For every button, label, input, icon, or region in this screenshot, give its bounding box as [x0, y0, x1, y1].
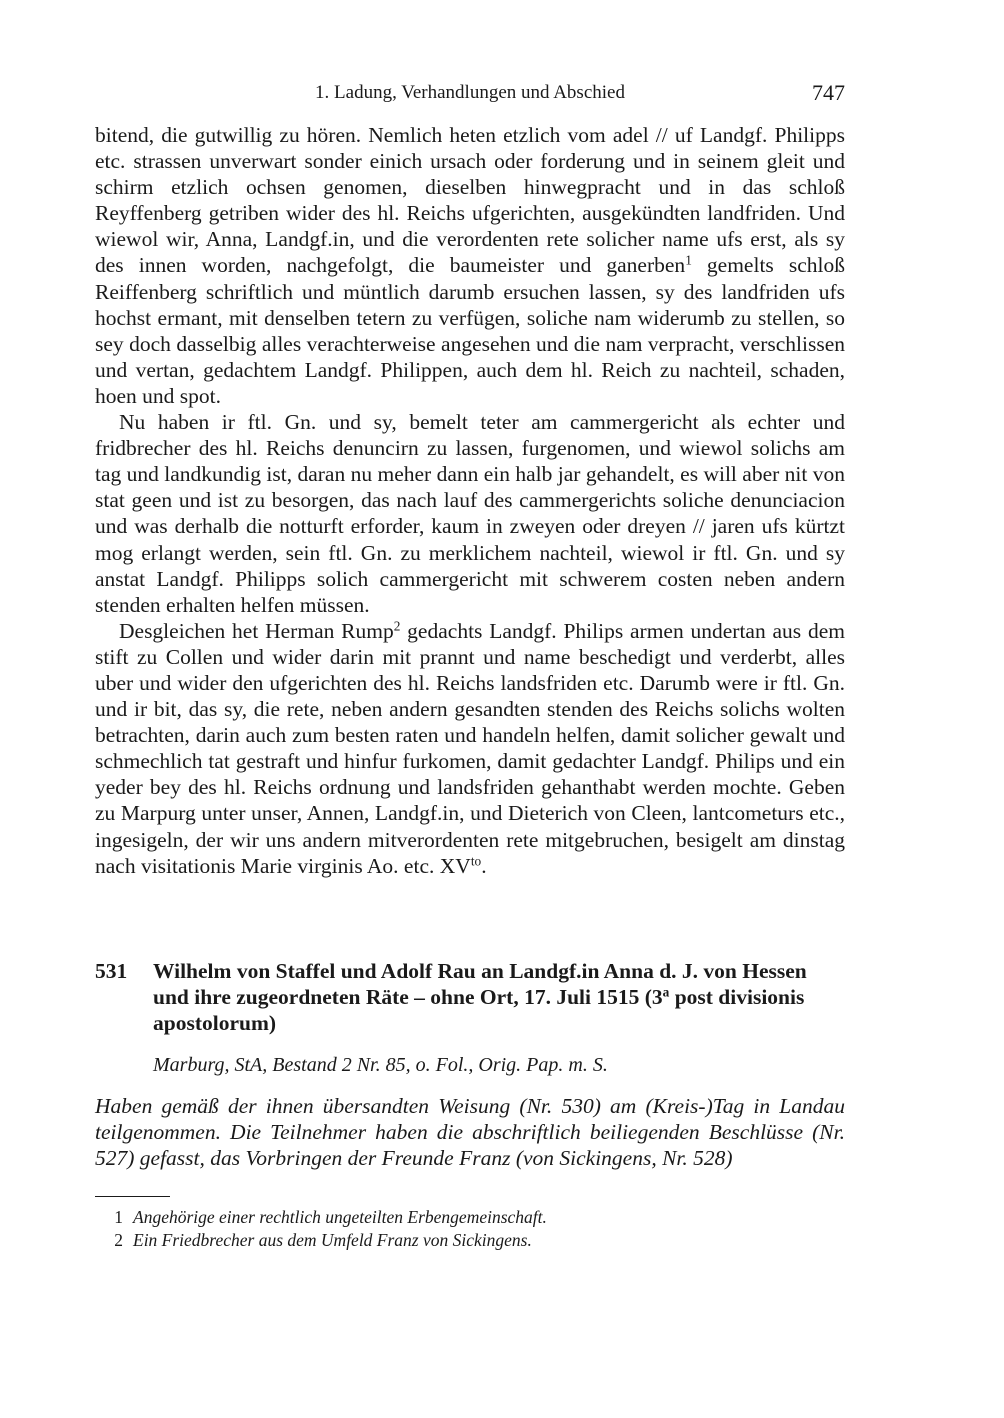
paragraph-3 [95, 618, 845, 879]
running-head [95, 80, 845, 108]
running-title: 1. Ladung, Verhandlungen und Abschied [315, 82, 625, 103]
footnote-1 [95, 1206, 845, 1229]
footnote-number: 2 [114, 1230, 123, 1250]
footnote-divider [95, 1196, 170, 1197]
page-number: 747 [812, 80, 845, 105]
paragraph-1-part-a: bitend, die gutwillig zu hören. Nemlich heten etzlich vom adel // uf Landgf. Philipps etc. strassen unverwart sonder einich ursach oder forderung und in seinem gleit und schirm etzlich ochsen genomen, dieselben hinwegpracht und in das schloß Reyffenberg getriben wider des hl. Reichs ufgerichten, ausgekündten landfriden. Und wiewol wir, Anna, Landgf.in, und die verordenten rete solicher name ufs erst, als sy des innen worden, nachgefolgt, die baumeister und ganerben [95, 123, 845, 278]
paragraph-3-part-b: gedachts Landgf. Philips armen undertan aus dem stift zu Collen und wider darin mit prannt und name beschedigt und verderbt, alles uber und wider den ufgerichten des hl. Reichs landsfriden etc. Darumb were ir ftl. Gn. und ir bit, das sy, die rete, neben andern gesandten stenden des Reichs solichs wolten betrachten, darin auch zum besten raten und handeln helfen, damit solicher gewalt und schmechlich tat gestraft und hinfur furkomen, damit gedachter Landgf. Philips und ein yeder bey des hl. Reichs ordnung und landsfriden gehanthabt werden mochte. Geben zu Marpurg unter unser, Annen, Landgf.in, und Dieterich von Cleen, lantcometurs etc., ingesigeln, der wir uns andern mitverordenten rete mitgebruchen, besigelt am dinstag nach visitationis Marie virginis Ao. etc. XV [95, 618, 845, 878]
document-heading [95, 958, 845, 1036]
footnote-text: Ein Friedbrecher aus dem Umfeld Franz von Sickingens. [133, 1230, 532, 1250]
document-title [153, 958, 845, 1036]
paragraph-1-part-b: gemelts schloß Reiffenberg schriftlich und müntlich darumb ersuchen lassen, sy des landfriden ufs hochst ermant, mit denselben tetern zu verfügen, soliche nam widerumb zu stellen, so sey doch dasselbig alles verachterweise angesehen und die nam verpracht, verschlissen und vertan, gedachtem Landgf. Philippen, auch dem hl. Reich zu nachteil, schaden, hoen und spot. [95, 253, 845, 408]
superscript-to: to [470, 853, 482, 869]
paragraph-1 [95, 122, 845, 409]
document-title-part-a: Wilhelm von Staffel und Adolf Rau an Landgf.in Anna d. J. von Hessen und ihre zugeordneten Räte – ohne Ort, 17. Juli 1515 (3 [153, 959, 807, 1009]
footnote-text: Angehörige einer rechtlich ungeteilten Erbengemeinschaft. [133, 1207, 547, 1227]
footnote-number: 1 [114, 1207, 123, 1227]
footnote-ref-2[interactable]: 2 [393, 618, 401, 634]
source-citation: Marburg, StA, Bestand 2 Nr. 85, o. Fol., Orig. Pap. m. S. [153, 1054, 608, 1076]
paragraph-3-part-c: . [481, 853, 487, 878]
document-number: 531 [95, 959, 128, 983]
paragraph-3-part-a: Desgleichen het Herman Rump [119, 618, 394, 643]
body-text [95, 122, 845, 879]
document-title-part-b: post divisionis apostolorum) [153, 985, 805, 1035]
footnote-ref-1[interactable]: 1 [685, 253, 692, 269]
document-title-superscript: a [662, 984, 670, 1000]
footnotes [95, 1206, 845, 1252]
footnote-2 [95, 1229, 845, 1252]
document-summary: Haben gemäß der ihnen übersandten Weisung (Nr. 530) am (Kreis-)Tag in Landau teilgenommen. Die Teilnehmer haben die abschriftlich beiliegenden Beschlüsse (Nr. 527) gefasst, das Vorbringen der Freunde Franz (von Sickingens, Nr. 528) [95, 1094, 845, 1171]
paragraph-2: Nu haben ir ftl. Gn. und sy, bemelt teter am cammergericht als echter und fridbrecher des hl. Reichs denuncirn zu lassen, furgenomen, und wiewol solichs am tag und landkundig ist, daran nu meher dann ein halb jar gehandelt, es will aber nit von stat geen und ist zu besorgen, das nach lauf des cammergerichts soliche denunciacion und was derhalb die notturft erforder, kaum in zweyen oder dreyen // jaren ufs kürtzt mog erlangt werden, sein ftl. Gn. zu merklichem nachteil, wiewol ir ftl. Gn. und sy anstat Landgf. Philipps solich cammergericht mit schwerem costen neben andern stenden erhalten helfen müssen. [95, 410, 845, 617]
